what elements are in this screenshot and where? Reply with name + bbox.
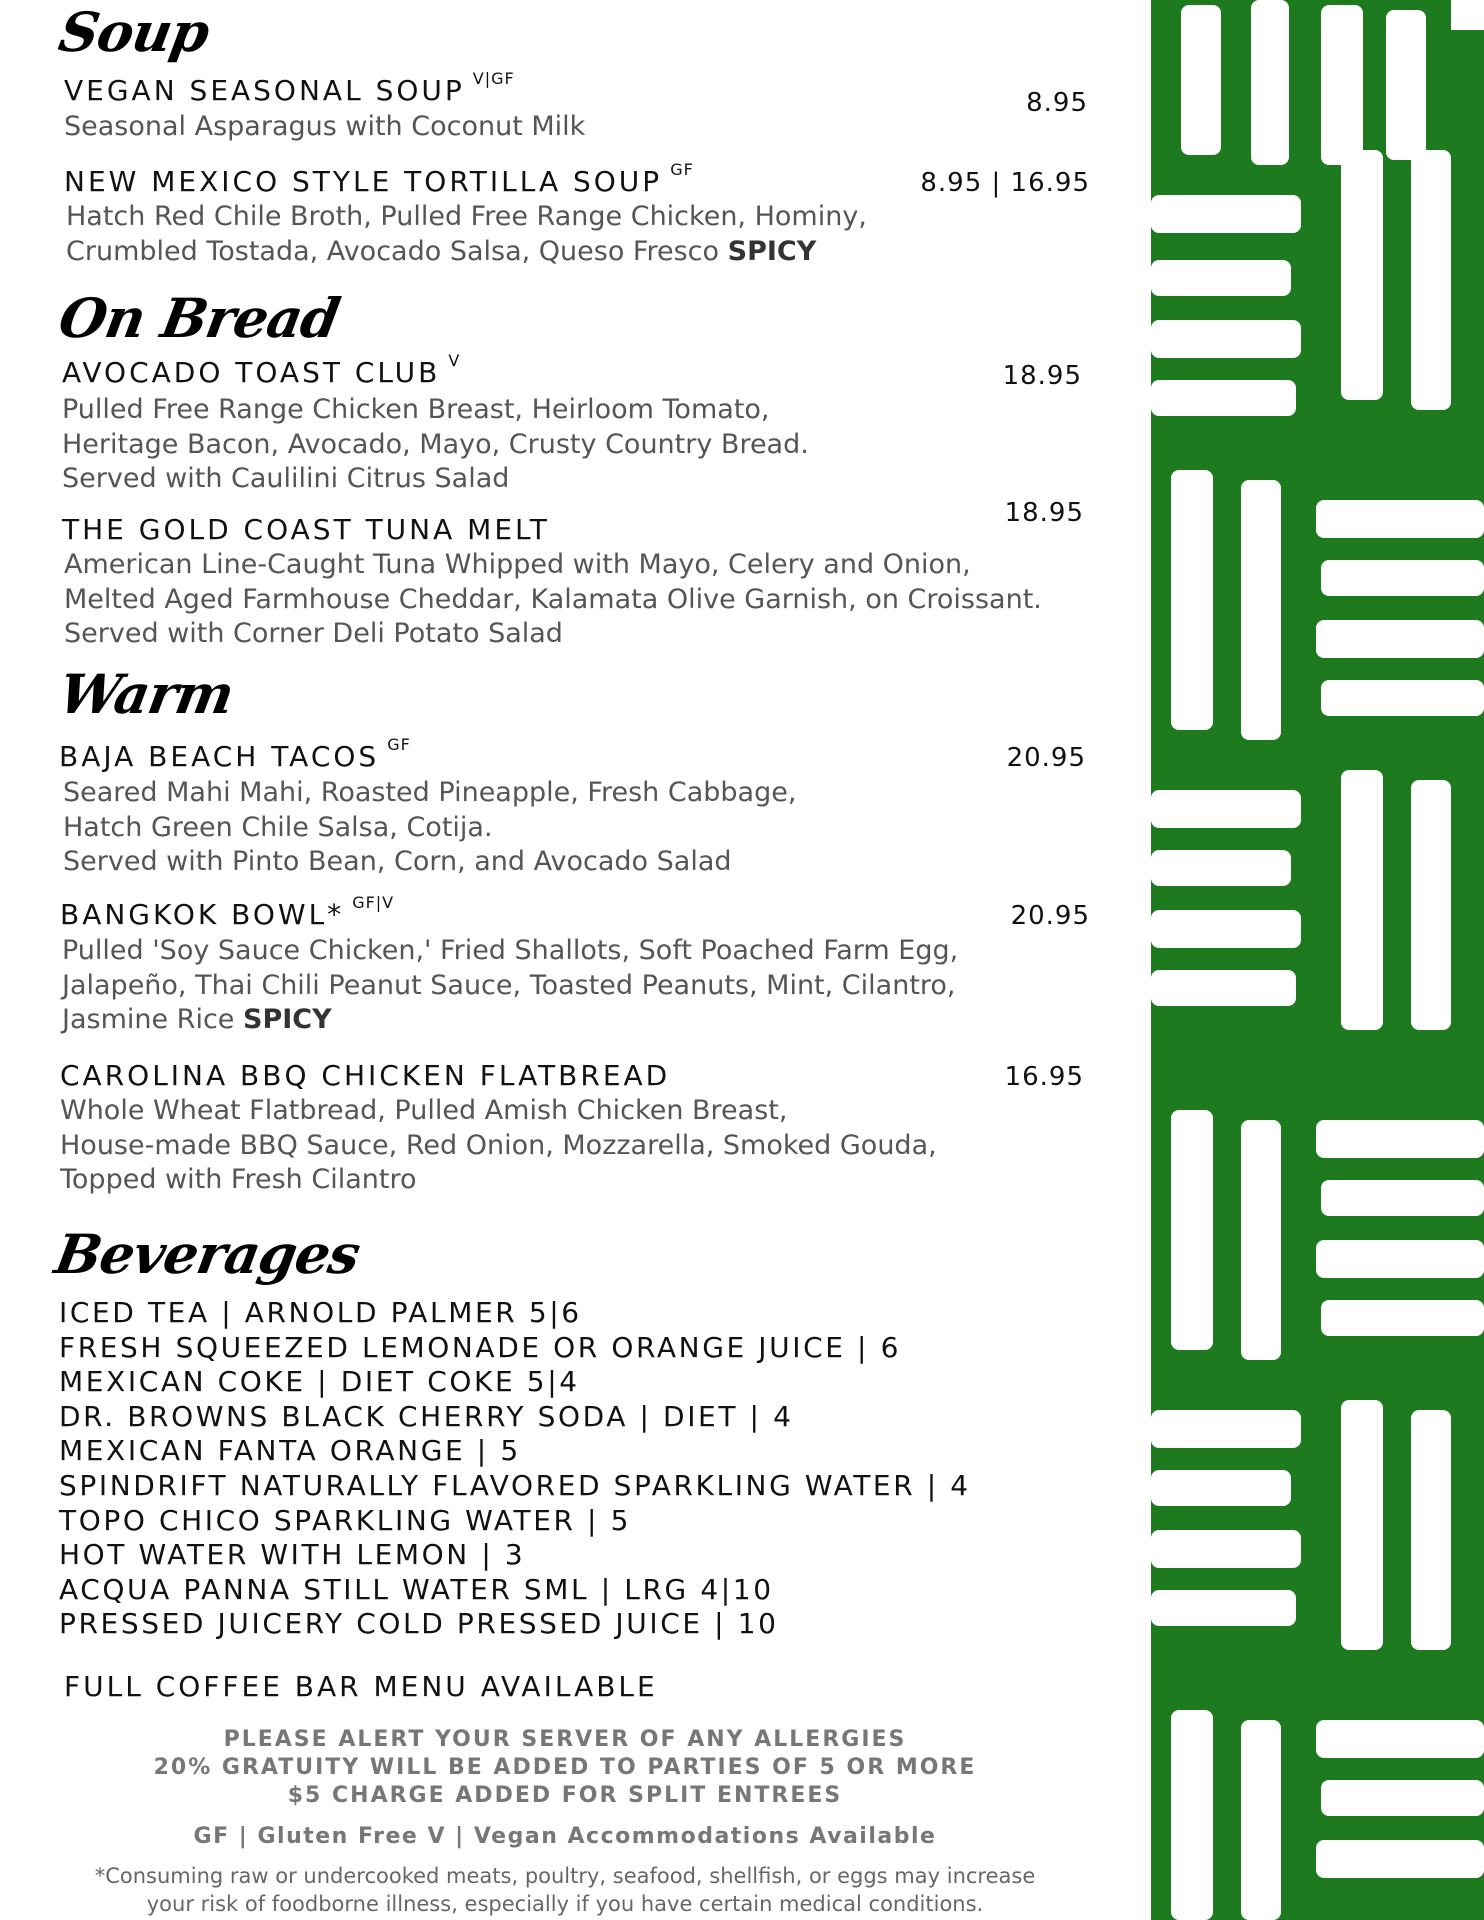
section-title-on-bread: On Bread <box>54 286 344 350</box>
beverage-item: ICED TEA | ARNOLD PALMER 5|6 <box>59 1296 582 1329</box>
beverage-item: MEXICAN FANTA ORANGE | 5 <box>59 1434 521 1468</box>
item-tag: GF <box>670 159 694 179</box>
spicy-label: SPICY <box>243 1004 332 1035</box>
item-name-tortilla-soup: NEW MEXICO STYLE TORTILLA SOUP $^{GF}$ <box>64 159 694 198</box>
item-price-vegan-soup: 8.95 <box>1026 88 1088 118</box>
beverage-item: ACQUA PANNA STILL WATER SML | LRG 4|10 <box>59 1572 774 1606</box>
item-desc-bangkok-bowl: Pulled 'Soy Sauce Chicken,' Fried Shallots, Soft Poached Farm Egg, Jalapeño, Thai Chili Peanut Sauce, Toasted Peanuts, Mint, Cilantro, Jasmine Rice SPICY <box>62 935 959 1035</box>
beverage-item: MEXICAN COKE | DIET COKE 5|4 <box>59 1365 580 1399</box>
item-price-flatbread: 16.95 <box>1004 1062 1084 1092</box>
food-safety-disclaimer: *Consuming raw or undercooked meats, poultry, seafood, shellfish, or eggs may increase your risk of foodborne illness, especially if you have certain medical conditions. <box>94 1864 1036 1916</box>
item-price-bangkok-bowl: 20.95 <box>1010 901 1090 931</box>
diet-legend: GF | Gluten Free V | Vegan Accommodations Available <box>193 1824 937 1849</box>
allergy-alerts: PLEASE ALERT YOUR SERVER OF ANY ALLERGIES 20% GRATUITY WILL BE ADDED TO PARTIES OF 5 OR MORE $5 CHARGE ADDED FOR SPLIT ENTREES <box>153 1727 977 1808</box>
beverage-item: DR. BROWNS BLACK CHERRY SODA | DIET | 4 <box>59 1399 794 1433</box>
item-desc-vegan-soup: Seasonal Asparagus with Coconut Milk <box>64 111 586 142</box>
item-desc-tuna-melt: American Line-Caught Tuna Whipped with Mayo, Celery and Onion, Melted Aged Farmhouse Cheddar, Kalamata Olive Garnish, on Croissant. Served with Corner Deli Potato Salad <box>64 549 1042 649</box>
section-title-warm: Warm <box>54 662 239 726</box>
item-price-baja-tacos: 20.95 <box>1006 743 1086 773</box>
item-tag: V <box>448 350 461 370</box>
item-name-vegan-soup: VEGAN SEASONAL SOUP $^{V|GF}$ <box>64 68 515 107</box>
item-name-avocado-toast: AVOCADO TOAST CLUB $^V$ <box>62 350 461 389</box>
item-price-avocado-toast: 18.95 <box>1002 361 1082 391</box>
section-title-beverages: Beverages <box>50 1222 365 1286</box>
section-title-soup: Soup <box>54 0 214 64</box>
item-desc-baja-tacos: Seared Mahi Mahi, Roasted Pineapple, Fresh Cabbage, Hatch Green Chile Salsa, Cotija. Served with Pinto Bean, Corn, and Avocado Salad <box>63 777 797 877</box>
item-name-baja-tacos: BAJA BEACH TACOS $^{GF}$ <box>59 734 411 773</box>
item-price-tuna-melt: 18.95 <box>1004 498 1084 528</box>
beverage-item: PRESSED JUICERY COLD PRESSED JUICE | 10 <box>59 1607 779 1641</box>
item-price-tortilla-soup: 8.95 | 16.95 <box>920 168 1090 198</box>
beverage-list <box>59 1296 971 1642</box>
item-name-bangkok-bowl: BANGKOK BOWL* $^{GF|V}$ <box>60 892 395 931</box>
basket-weave-graphic <box>1151 0 1484 1920</box>
item-tag: GF|V <box>352 892 395 912</box>
beverage-item: HOT WATER WITH LEMON | 3 <box>59 1538 526 1572</box>
item-name-tuna-melt: THE GOLD COAST TUNA MELT <box>62 513 550 546</box>
item-name-flatbread: CAROLINA BBQ CHICKEN FLATBREAD <box>60 1059 671 1092</box>
beverage-item: TOPO CHICO SPARKLING WATER | 5 <box>59 1503 631 1537</box>
beverage-item: SPINDRIFT NATURALLY FLAVORED SPARKLING WATER | 4 <box>59 1468 971 1502</box>
decorative-pattern <box>1151 0 1484 1920</box>
item-desc-flatbread: Whole Wheat Flatbread, Pulled Amish Chicken Breast, House-made BBQ Sauce, Red Onion, Mozzarella, Smoked Gouda, Topped with Fresh Cilantro <box>60 1095 937 1195</box>
coffee-bar-note: FULL COFFEE BAR MENU AVAILABLE <box>64 1670 658 1703</box>
item-tag: GF <box>387 734 411 754</box>
item-desc-tortilla-soup: Hatch Red Chile Broth, Pulled Free Range Chicken, Hominy, Crumbled Tostada, Avocado Salsa, Queso Fresco SPICY <box>66 201 867 267</box>
spicy-label: SPICY <box>727 235 817 267</box>
item-desc-avocado-toast: Pulled Free Range Chicken Breast, Heirloom Tomato, Heritage Bacon, Avocado, Mayo, Crusty Country Bread. Served with Caulilini Citrus Salad <box>62 394 809 494</box>
beverage-item: FRESH SQUEEZED LEMONADE OR ORANGE JUICE | 6 <box>59 1330 901 1364</box>
item-tag: V|GF <box>472 68 515 88</box>
